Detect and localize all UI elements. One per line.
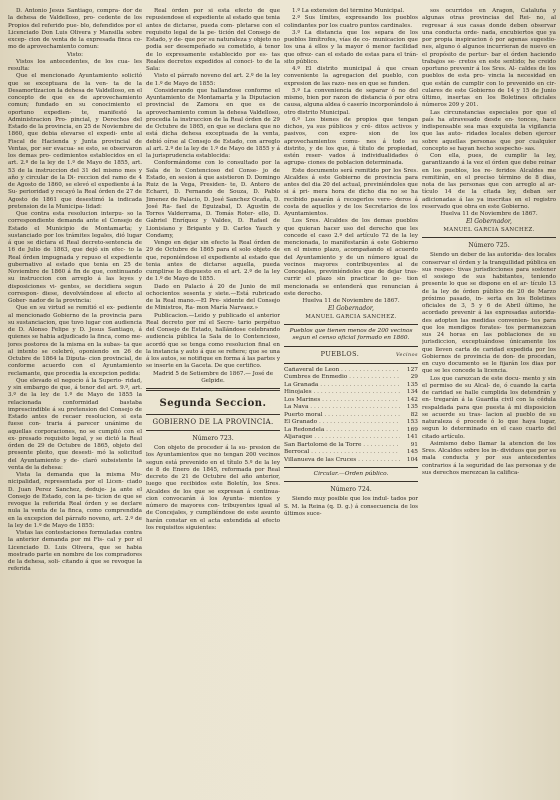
paragraph: Vistos los antecedentes, de los cua- les resulta:: [8, 58, 142, 72]
column-1: [8, 8, 142, 794]
pueblo-name: Cumbres de Enmedio . . .: [284, 374, 400, 382]
paragraph: Este documento será remitido por los Sres. Alcaldes á este Gobierno de provincia para antes del dia 20 del actual, previniéndoles que si á pri- mera hora de dicho dia no se ha recibido pasarán á recogerlos vere- deros á costa de aquellos y de los Secretarios de los Ayuntamientos.: [284, 167, 418, 217]
pueblo-row: [284, 457, 418, 465]
column-2-body: [146, 8, 280, 385]
pueblo-vecinos: 153: [400, 419, 418, 427]
column-3: [284, 8, 418, 794]
pueblo-row: [284, 419, 418, 427]
pueblo-vecinos: 145: [400, 449, 418, 457]
vecinos-header: Vecinos: [395, 352, 418, 358]
paragraph: Dado en Palacio á 20 de Junio de mil ochocientos sesenta y siete.—Está rubricado de la Real mano.—El Pre- sidente del Consejo de Ministros, Ra- mon María Narvaez.»: [146, 283, 280, 312]
paragraph: Siendo muy posible que los indul- tados por S. M. la Reina (q. D. g.) á consecuencia de los últimos suce-: [284, 496, 418, 517]
paragraph: Vengo en dejar sin efecto la Real órden de 29 de Octubre de 1865 para el solo objeto de que, reponiéndose el expediente al estado que tenia antes de dictarse aquella, pueda cumplirse lo dispuesto en el art. 2.º de la ley de 1.º de Mayo de 1855.: [146, 240, 280, 283]
paragraph: Que elevado el negocio á la Superio- ridad, y sin embargo de que, á tenor del art. 9.º, art. 3.º de la ley de 1.º de Mayo de 1855 la relacionada conformidad bastaba imprescindible á su pretension del Consejo de Estado antes de recaer resolucion, si esta fuese con- traria á parecer unánime de aquellas corporaciones, no se cumplió con el ex- presado requisito legal, y se dictó la Real órden de 29 de Octubre de 1865, objeto del presente pleito, que desesti- mó la solicitud del Ayuntamiento y de- claró subsistente la venta de la dehesa:: [8, 377, 142, 471]
column-4: [422, 8, 556, 794]
paragraph: Que en su virtud se remitió el ex- pediente al mencionado Gobierno de la provincia para su sustanciacion, que tuvo lugar con audiencia de D. Alonso Felipe y D. Jesus Santiago, á quienes se habia adjudicado la finca, como me- jores postores de la misma en la subas- ta que al intento se celebró, oponiendo en 26 de Octubre de 1864 la Diputa- cion provincial, de conforme acuerdo con el Ayuntamiento reclamante, que procedia la excepcion pedida:: [8, 305, 142, 377]
pueblo-vecinos: 127: [400, 367, 418, 375]
paragraph: Siendo un deber de las autorida- des locales conservar el órden y la tranquilidad pública en sus respec- tivas jurisdicciones para sostener el sosiego de sus habitantes, teniendo presente lo que se dispone en el ar- tículo 13 de la ley de órden público de 20 de Marzo próximo pasado, in- serta en los Boletines oficiales de 3, 5 y 6 de Abril último, he acordado prevenir á las expresadas autorida- des adopten las medidas convenien- tes para que los mendigos forates- tos permanezcan sus 24 horas en las poblaciones de su jurisdiccion, exceptuándose únicamente los que lleven carta de caridad expedida por los Gobiernos de provincia de don- de procedan, en cuyo documento se le fijarán los dias por que se les concede la licencia.: [422, 252, 556, 375]
column-1-body: [8, 8, 142, 574]
paragraph: Los que carezcan de este docu- mento y sin el permiso de su Alcal- de, ó cuando la carta de caridad se halle cumplida los detendrán y en- tregarán á la Guardia civil con la cédula respaldada para que puesta á mi disposicion se acuerde su tras- lacion al pueblo de su naturaleza ó procede ó lo que haya lugar, segun lo determinado en el caso cuarto del citado artículo.: [422, 375, 556, 440]
paragraph: 4.º El distrito municipal á que crean conveniente la agregacion del pueblo, con expresion de las razo- nes en que se funden.: [284, 66, 418, 87]
paragraph: Madrid 5 de Setiembre de 1867.— José de Gelpide.: [152, 370, 274, 384]
paragraph: Visto el párrafo noveno del art. 2.º de la ley de 1.º de Mayo de 1855:: [146, 73, 280, 87]
paragraph: Publicacion.—Leido y publicado el anterior Real decreto por mí el Secre- tario perpétuo del Consejo de Estado, hallándose celebrando audiencia pública la Sala de lo Contencioso, acordó que se tenga como resolucion final en la instancia y auto á que se refiere; que se una á los autos, se notifique en forma á las partes y se inserte en la Gaceta. De que certifico.: [146, 312, 280, 370]
pueblo-vecinos: 135: [400, 382, 418, 390]
paragraph: Con objeto de proceder á la su- presion de los Ayuntamientos que no tengan 200 vecinos segun está prevenido en el título 5.º de la ley de 8 de Enero de 1845, reformada por Real decreto de 21 de Octubre del año anterior, luego que recibidos este Boletín, los Sres. Alcaldes de los que se expresan á continua- cion convocarán á los Ayunta- mientos y número de mayores con- tribuyentes igual al de Concejales, y cumpliéndose de este asunto harán constar en el acta extendida al efecto los requisitos siguientes:: [146, 445, 280, 531]
pueblo-name: Villanueva de las Cruces . . .: [284, 457, 400, 465]
pueblo-name: La Redondela . . .: [284, 427, 400, 435]
pueblo-name: Aljaraque . . .: [284, 434, 400, 442]
paragraph: Visto:: [66, 51, 84, 58]
paragraph: 3.º La distancia que los separa de los pueblos limítrofes, vías de co- municacion que los una á ellos y la mayor ó menor facilidad que ofrez- can el estado de estas para el trán- sito público.: [284, 29, 418, 65]
governor-title-2: El Gobernador,: [466, 218, 512, 226]
pueblo-name: La Nava . . .: [284, 404, 400, 412]
pueblo-vecinos: 29: [400, 374, 418, 382]
paragraph: Real órden por si esta efecto de que repusiendose el expediente al estado que tenia antes de dictarse, pueda com- pletarse con el requisito legal de la pe- tición del Consejo de Estado, y de- que por su naturaleza y objeto no podia ser desempeñado su cometido, á tenor de lo expresamente establecido por es- tas Reales decretos expedidos al conoci- to de la Sala:: [146, 8, 280, 72]
pueblo-name: Los Marines . . .: [284, 397, 400, 405]
paragraph: Vistas las contestaciones formuladas contra la anterior demanda por mi Fis- cal y por el Licenciado D. Luis Olivera, que se habia mostrado parte en nombre de los compradores de la dehesa, soli- citando á que se revoque la referida: [8, 530, 142, 573]
paragraph: Con ella, pues, de cumplir la ley, garantizando á la vez el órden que debe reinar en los pueblos, los re- feridos Alcaldes me remitirán, en el preciso término de 8 dias, nota de las personas que con arreglo al ar- tículo 14 de la citada ley, deban ser adicionadas á las ya inscritas en el registro reservado que obra en este Gobierno.: [422, 153, 556, 210]
pueblo-row: [284, 404, 418, 412]
pueblo-name: Puerto moral . . .: [284, 412, 400, 420]
notice-725-body: [422, 252, 556, 477]
circular-rule-2: [284, 481, 418, 482]
paragraph: Que el mencionado Ayuntamiento solicitó que se exceptuara de la ven- ta de la Desamortizacion la dehesa de Valdelloso, en el concepto de que es de aprovechamiento comun; fundado en su conocimiento el oportuno expedien- te, manifestó la Administracion Pro- pincial, y Derechos del Estado de la provincia, en 25 de Noviembre de 1860, que debia elevarse el expedi- ente al Fiscal de Hacienda y Junta provincial de Ventas, por ser evacua- se esto, se observaron los demas pro- cedimientos establecidos en el art. 2.º de la ley de 1.º de Mayo de 1855, art. 53 de la instruccion del 31 del mismo mes y año y circular de la Di- reccion del ramo de 4 de Agosto de 1860, se elevó el expediente á la Su- perioridad y recayó la Real órden de 27 de Agosto de 1861 que desestimó la indicada pretension de la Municipa- lidad:: [8, 73, 142, 210]
governor-name-2: MANUEL GARCIA SANCHEZ.: [443, 227, 535, 234]
pueblo-name: El Granado . . .: [284, 419, 400, 427]
section-title: Segunda Seccion.: [159, 398, 267, 409]
governor-name: MANUEL GARCIA SANCHEZ.: [305, 314, 397, 321]
pueblo-row: [284, 412, 418, 420]
circular-rule: [284, 467, 418, 468]
section-rule: [146, 414, 280, 415]
pueblo-vecinos: 141: [400, 434, 418, 442]
notice-number-725: Número 725.: [468, 242, 510, 250]
governor-title: El Gobernador,: [328, 305, 374, 313]
pueblo-row: [284, 382, 418, 390]
pueblos-header-rule: [284, 346, 418, 347]
pueblos-header: PUEBLOS.: [320, 349, 360, 358]
paragraph: 5.º La conveniencia de separar ó no del mismo, bien por razon de distancia ó por otra causa, alguna aldea ó caserío incorporándolo á otro distrito Municipal.: [284, 87, 418, 116]
pueblo-vecinos: 134: [400, 389, 418, 397]
paragraph: Vista la demanda que la misma Mu- nicipalidad, representada por el Licen- ciado D. Juan Perez Sanchez, deduje- ja ante el Consejo de Estado, con la pe- ticion de que se revoque la referida Real órden y se declare nula la venta de la finca, como comprendida en la excepcion del párrafo noveno, art. 2.º de la ley de 1.º de Mayo de 1855:: [8, 472, 142, 529]
pueblo-row: [284, 442, 418, 450]
government-title: GOBIERNO DE LA PROVINCIA.: [152, 418, 274, 426]
notice-725-rule: [422, 237, 556, 238]
pueblo-row: [284, 397, 418, 405]
paragraph: Considerando que hallandose conforme el Ayuntamiento de Montamarta y la Diputacion provincial de Zamora en que es de aprovechamiento comun la dehesa Valdelloso, procedia la instruccion de la Real órden de 29 de Octubre de 1865, en que se declara que no está dicha dehesa exceptuada de la venta, debió oírse al Consejo de Estado, con arreglo al art. 2.º de la ley de 1.º de Mayo de 1855 y á la jurisprudencia establecida:: [146, 87, 280, 159]
paragraph: Los Sres. Alcaldes de los demas pueblos que quieran hacer uso del derecho que les concede el caso 2.º del artículo 72 de la ley mencionada, lo manifestarán á este Gobierno en el mismo plazo, acompañando el acuerdo del Ayuntamiento y de un número igual de vecinos mayores contribuyentes al de Concejales, previniéndoles que de dejar tras- currir el plazo sin practicar lo ge- tion mencionada se entenderá que renuncian á este derecho.: [284, 218, 418, 297]
pueblo-row: [284, 434, 418, 442]
list-rule: [284, 324, 418, 325]
pueblo-vecinos: 135: [400, 404, 418, 412]
pueblos-list-title: Pueblos que tienen menos de 200 vecinos segun el censo oficial formado en 1860.: [289, 328, 413, 342]
paragraph: Conformándome con lo consultado por la Sala de lo Contencioso del Conse- jo de Estado, en sesion á que asistieron D. Domingo Ruiz de la Vega, Presiden- te, D. Antero de Echarri, D. Fernando de Souza, D. Pablo Jimenez de Palacio, D. José Sanchez Ocaña, D. José Ra- fael de Eguizabal, D. Agustin de Torres Valderrama, D. Tomás Roter- ello, D. Gabriel Enríquez y Valdes, D. Rafael de Lionisiano y Brigante y D. Carlos Yauch y Condamy,: [146, 160, 280, 239]
paragraph: Asimismo debo llamar la atencion de los Sres. Alcaldes sobre los in- dividuos que por su mala conducta y por sus antecedentes contrarios á la seguridad de las personas y de sus derechos merezcan la califica-: [422, 440, 556, 476]
paragraph: 1.º La extension del término Municipal.: [292, 8, 405, 14]
pueblo-row: [284, 374, 418, 382]
pueblo-vecinos: 104: [400, 457, 418, 465]
notice-number-724: Número 724.: [330, 486, 372, 494]
pueblo-name: San Bartolomé de la Torre . . .: [284, 442, 400, 450]
pueblo-row: [284, 389, 418, 397]
pueblo-row: [284, 367, 418, 375]
pueblo-name: La Granada . . .: [284, 382, 400, 390]
pueblo-name: Berrocal . . .: [284, 449, 400, 457]
paragraph: 6.º Los bienes de propios que tengan dichos, ya sus públicos y cré- ditos activos y pasivos, con expre- sion de los aprovechamientos comu- nes á todo su distrito, y de los que, á título de propiedad, estén reser- vados á individualidades ó agrupa- ciones de poblacion determinada.: [284, 116, 418, 167]
paragraph: Las circunstancias especiales por que el país ha atravesado desde en- tonces, hace indispensable sea mas exquisita la vigilancia que las auto- ridades locales deben ejercer sobre aquellas personas que por cualquier concepto se hayan hecho sospecho- sas.: [422, 109, 556, 152]
column-2: [146, 8, 280, 794]
notice-723-body: [146, 445, 280, 532]
columns: [8, 8, 556, 794]
notice-number-723: Número 723.: [192, 435, 234, 442]
pueblo-vecinos: 82: [400, 412, 418, 420]
circular-title: Circular.—Orden público.: [313, 471, 389, 478]
pueblo-vecinos: 169: [400, 427, 418, 435]
paragraph: sos ocurridos en Aragon, Cataluña y algunas otras provincias del Rei- no, al regresar á sus casas donde deben observar una conducta orde- nada, encubiertos que ya por propia inspiracion ó por agenas sugestio- nes, alguno ó algunos incurrieran de nuevo en el propósito de pertur- bar el órden haciendo trabajos se- cretos en este sentido; he creido oportuno prevenir á los Sres. Al- caldes de los pueblos de esta pro- vincia la necesidad en que están de cumplir con lo prevenido en cir- culares de este Gobierno de 14 y 15 de Junio último, insertas en los Boletines oficiales números 209 y 201.: [422, 8, 556, 109]
paragraph: 2.º Sus límites, expresando los pueblos colindantes por los cuatro puntos cardinales.: [284, 15, 418, 29]
pueblos-table-header: [284, 350, 418, 360]
pueblo-row: [284, 449, 418, 457]
paragraph: Huelva 11 de Noviembre de 1867.: [440, 211, 538, 217]
pueblo-name: Cañaveral de Leon . . .: [284, 367, 400, 375]
paragraph: D. Antonio Jesus Santiago, compra- dor de la dehesa de Valdelloso, pro- cedente de los Propios del referido pue- blo, defendidos por el Licenciado Don Luis Olivera y Mansilla sobre excep- cion de venta de la expresada finca co- mo de aprovechamiento comun:: [8, 8, 142, 51]
pueblos-table: [284, 367, 418, 465]
pueblo-vecinos: 142: [400, 397, 418, 405]
paragraph: Huelva 11 de Noviembre de 1867.: [302, 298, 400, 304]
notice-724-body: [284, 496, 418, 518]
pueblo-vecinos: 91: [400, 442, 418, 450]
column-3-body: [284, 8, 418, 305]
section-divider: [146, 388, 280, 391]
paragraph: Que contra esta resolucion interpu- so la correspondiente demanda ante el Consejo de Estado el Municipio de Montamarta; y sustanciado por los trámites legales, dió lugar á que se dictara el Real decreto-sentencia de 16 de Julio de 1863, que dejó sin efec- to la Real órden impugnada y repuso el expediente gubernativo al estado que tenia en 25 de Noviembre de 1860 á fin de que, continuando su instruccion con arreglo á las leyes y disposiciones vi- gentes, se decidiera segun correspon- diese, devolviéndose al efecto al Gober- nador de la provincia:: [8, 211, 142, 304]
pueblos-table-rule: [284, 363, 418, 364]
government-rule: [146, 430, 280, 431]
pueblo-row: [284, 427, 418, 435]
column-4-body: [422, 8, 556, 218]
pueblo-name: Hinojales . . .: [284, 389, 400, 397]
